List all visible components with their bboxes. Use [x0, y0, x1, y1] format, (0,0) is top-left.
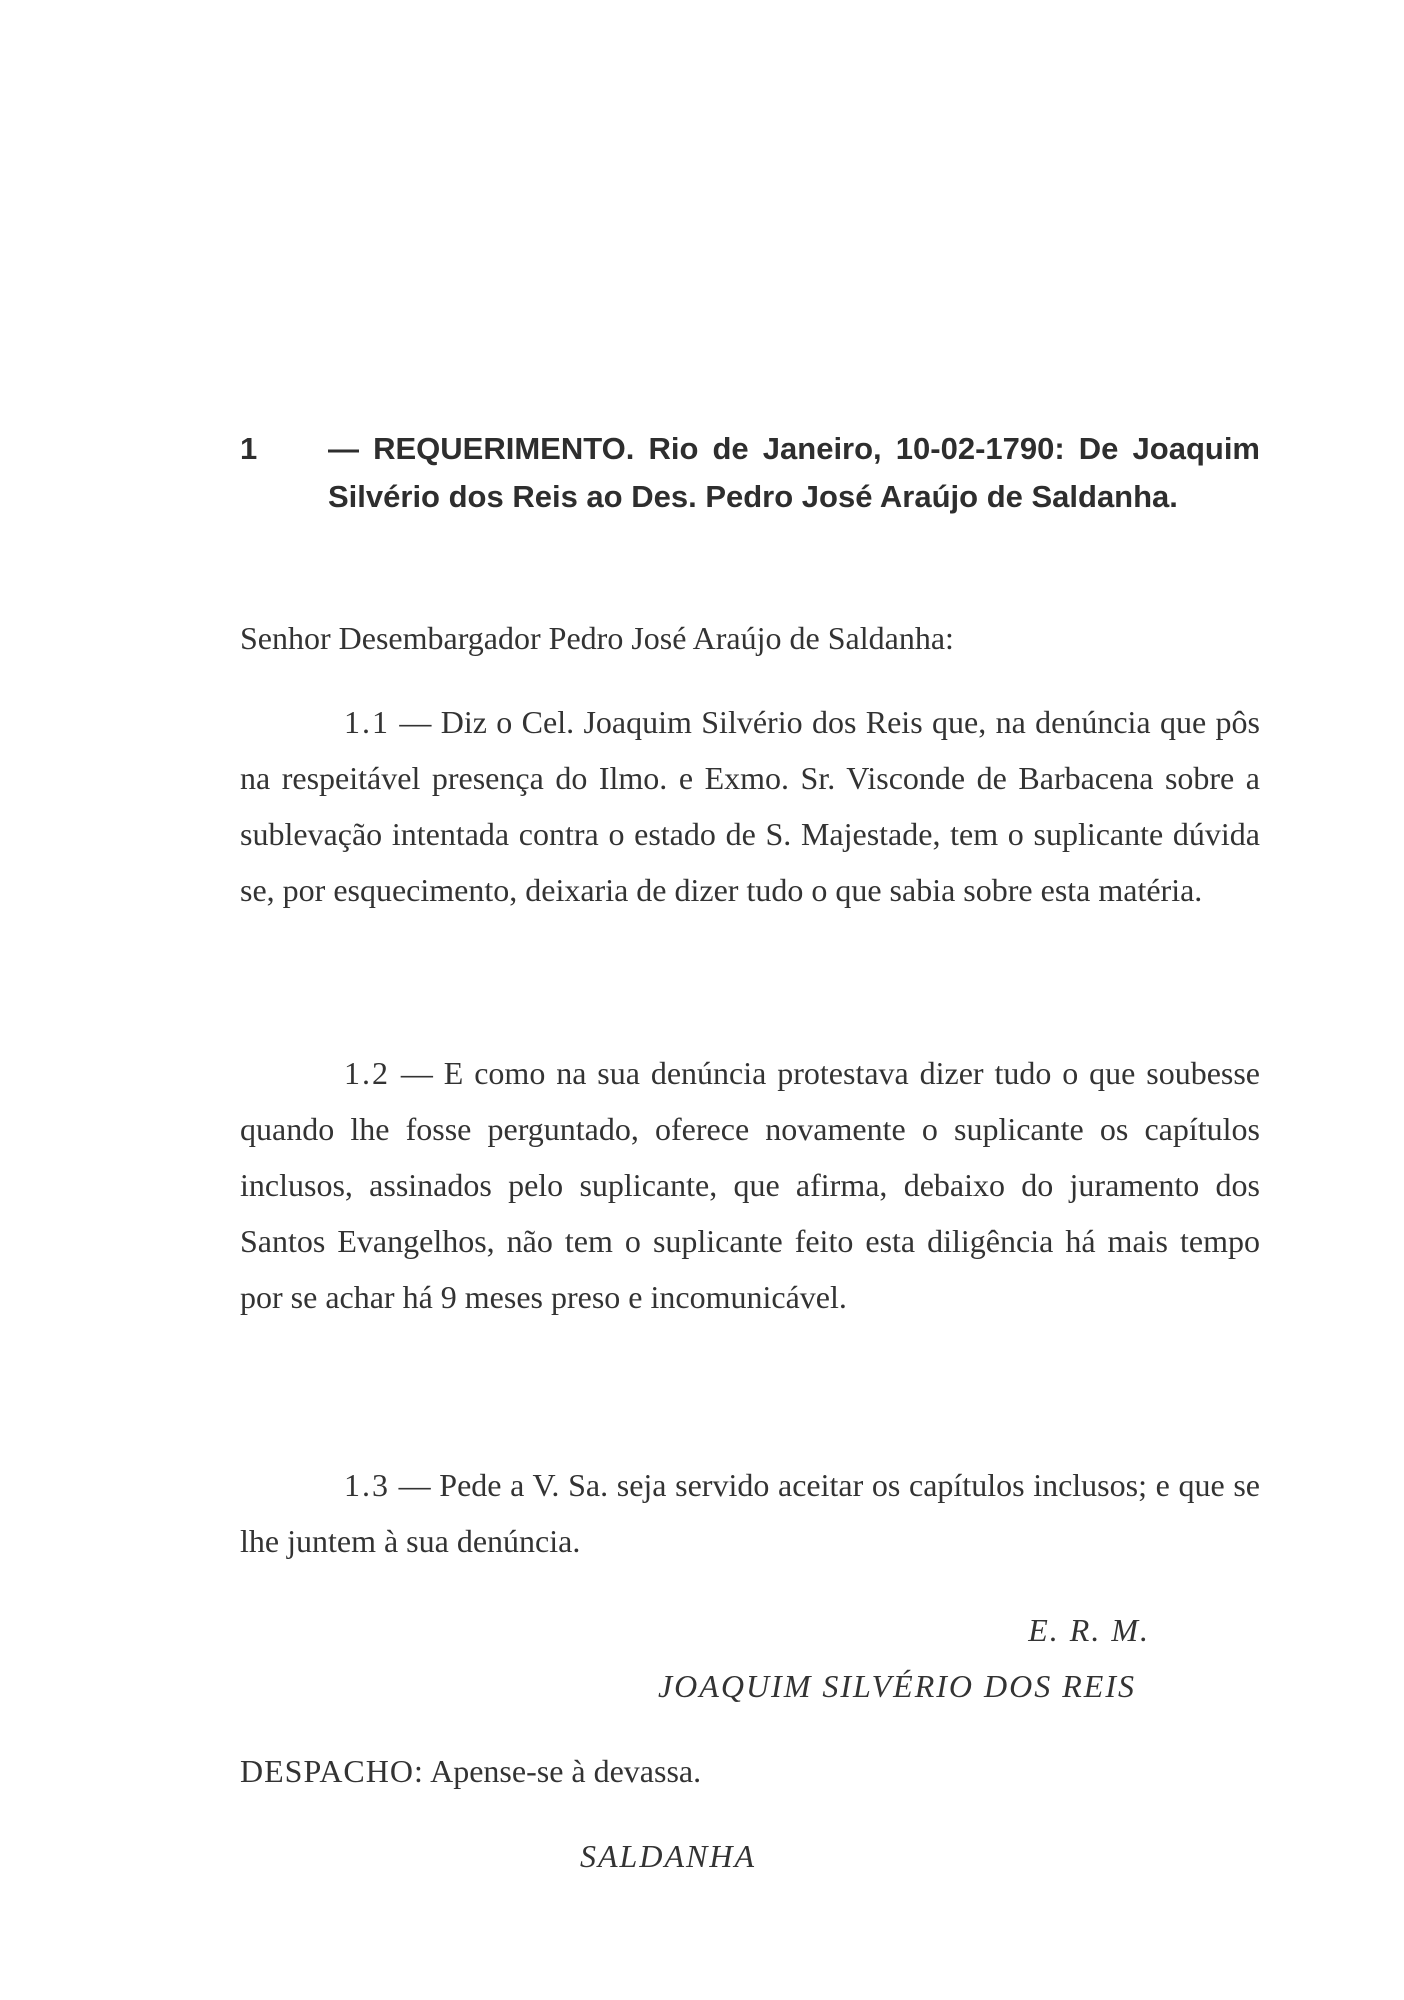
paragraph-text: — Diz o Cel. Joaquim Silvério dos Reis que, na denúncia que pôs na respeitável presença do Ilmo. e Exmo. Sr. Visconde de Barbacena sobre a sublevação intentada contra o estado de S. Majestade, tem o suplicante dúvida se, por esquecimento, deixaria de dizer tudo o que sabia sobre esta matéria. [240, 704, 1261, 908]
paragraph-number: 1.1 [344, 704, 390, 740]
paragraph-number: 1.3 [344, 1467, 390, 1503]
paragraph-1-2 [240, 1045, 1260, 1325]
paragraph-1-3 [240, 1457, 1260, 1569]
despacho-label: DESPACHO: [240, 1753, 424, 1789]
despacho-line [240, 1753, 701, 1790]
paragraph-1-1 [240, 694, 1260, 918]
paragraph-text: — Pede a V. Sa. seja servido aceitar os capítulos inclusos; e que se lhe juntem à sua denúncia. [240, 1467, 1261, 1559]
heading-text: — REQUERIMENTO. Rio de Janeiro, 10-02-1790: De Joaquim Silvério dos Reis ao Des. Pedro José Araújo de Saldanha. [328, 431, 1260, 514]
paragraph-number: 1.2 [344, 1055, 390, 1091]
closing-formula: E. R. M. [1028, 1612, 1150, 1648]
heading-number: 1 [240, 431, 258, 466]
despacho-text: Apense-se à devassa. [430, 1753, 702, 1789]
judge-signature: SALDANHA [580, 1838, 756, 1874]
salutation: Senhor Desembargador Pedro José Araújo de Saldanha: [240, 620, 954, 656]
document-heading [240, 425, 1260, 521]
signatory-name: JOAQUIM SILVÉRIO DOS REIS [657, 1668, 1136, 1704]
paragraph-text: — E como na sua denúncia protestava dizer tudo o que soubesse quando lhe fosse perguntado, oferece novamente o suplicante os capítulos inclusos, assinados pelo suplicante, que afirma, debaixo do juramento dos Santos Evangelhos, não tem o suplicante feito esta diligência há mais tempo por se achar há 9 meses preso e incomunicável. [240, 1055, 1260, 1315]
